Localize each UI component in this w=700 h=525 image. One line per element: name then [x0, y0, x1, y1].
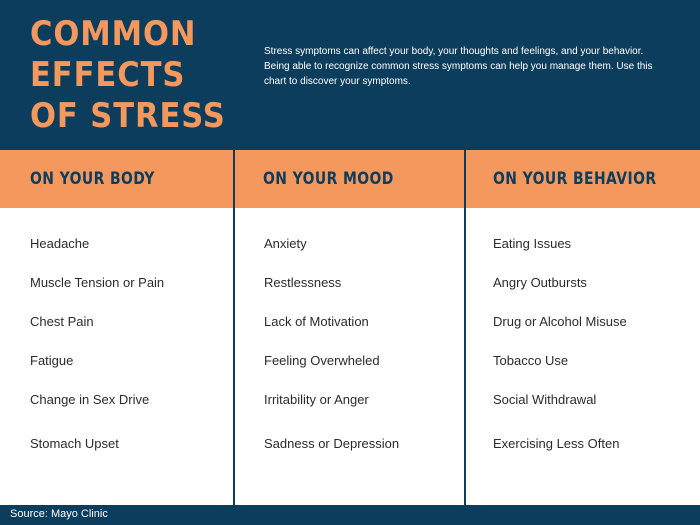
list-item: Stomach Upset — [30, 436, 119, 451]
list-item: Restlessness — [264, 275, 342, 290]
list-item: Angry Outbursts — [493, 275, 587, 290]
column-body — [0, 150, 233, 505]
list-item: Drug or Alcohol Misuse — [493, 314, 627, 329]
list-item: Lack of Motivation — [264, 314, 369, 329]
page-title — [30, 14, 226, 137]
column-heading-mood: ON YOUR MOOD — [235, 150, 464, 208]
list-item: Sadness or Depression — [264, 436, 400, 451]
list-item: Exercising Less Often — [493, 436, 620, 451]
intro-text: Stress symptoms can affect your body, your thoughts and feelings, and your behavior. Being able to recognize common stress symptoms can help you manage them. Use this chart to discover your symptoms. — [264, 46, 653, 87]
list-item: Tobacco Use — [493, 353, 569, 368]
effects-table — [0, 150, 700, 505]
list-item: Chest Pain — [30, 314, 94, 329]
list-item: Eating Issues — [493, 236, 572, 251]
list-item: Irritability or Anger — [264, 392, 369, 407]
list-item: Social Withdrawal — [493, 392, 597, 407]
header — [0, 0, 700, 150]
column-heading-behavior: ON YOUR BEHAVIOR — [466, 150, 700, 208]
list-item: Headache — [30, 236, 90, 251]
list-item: Change in Sex Drive — [30, 392, 150, 407]
list-item: Fatigue — [30, 353, 74, 368]
title-line-3: OF STRESS — [30, 96, 226, 136]
column-mood — [235, 150, 464, 505]
source-credit: Source: Mayo Clinic — [10, 508, 108, 520]
list-item: Muscle Tension or Pain — [30, 275, 165, 290]
title-line-2: EFFECTS — [30, 55, 186, 95]
column-behavior — [466, 150, 700, 505]
column-heading-body: ON YOUR BODY — [0, 150, 233, 208]
footer — [0, 505, 700, 525]
title-line-1: COMMON — [30, 14, 197, 54]
list-item: Anxiety — [264, 236, 307, 251]
list-item: Feeling Overwheled — [264, 353, 380, 368]
